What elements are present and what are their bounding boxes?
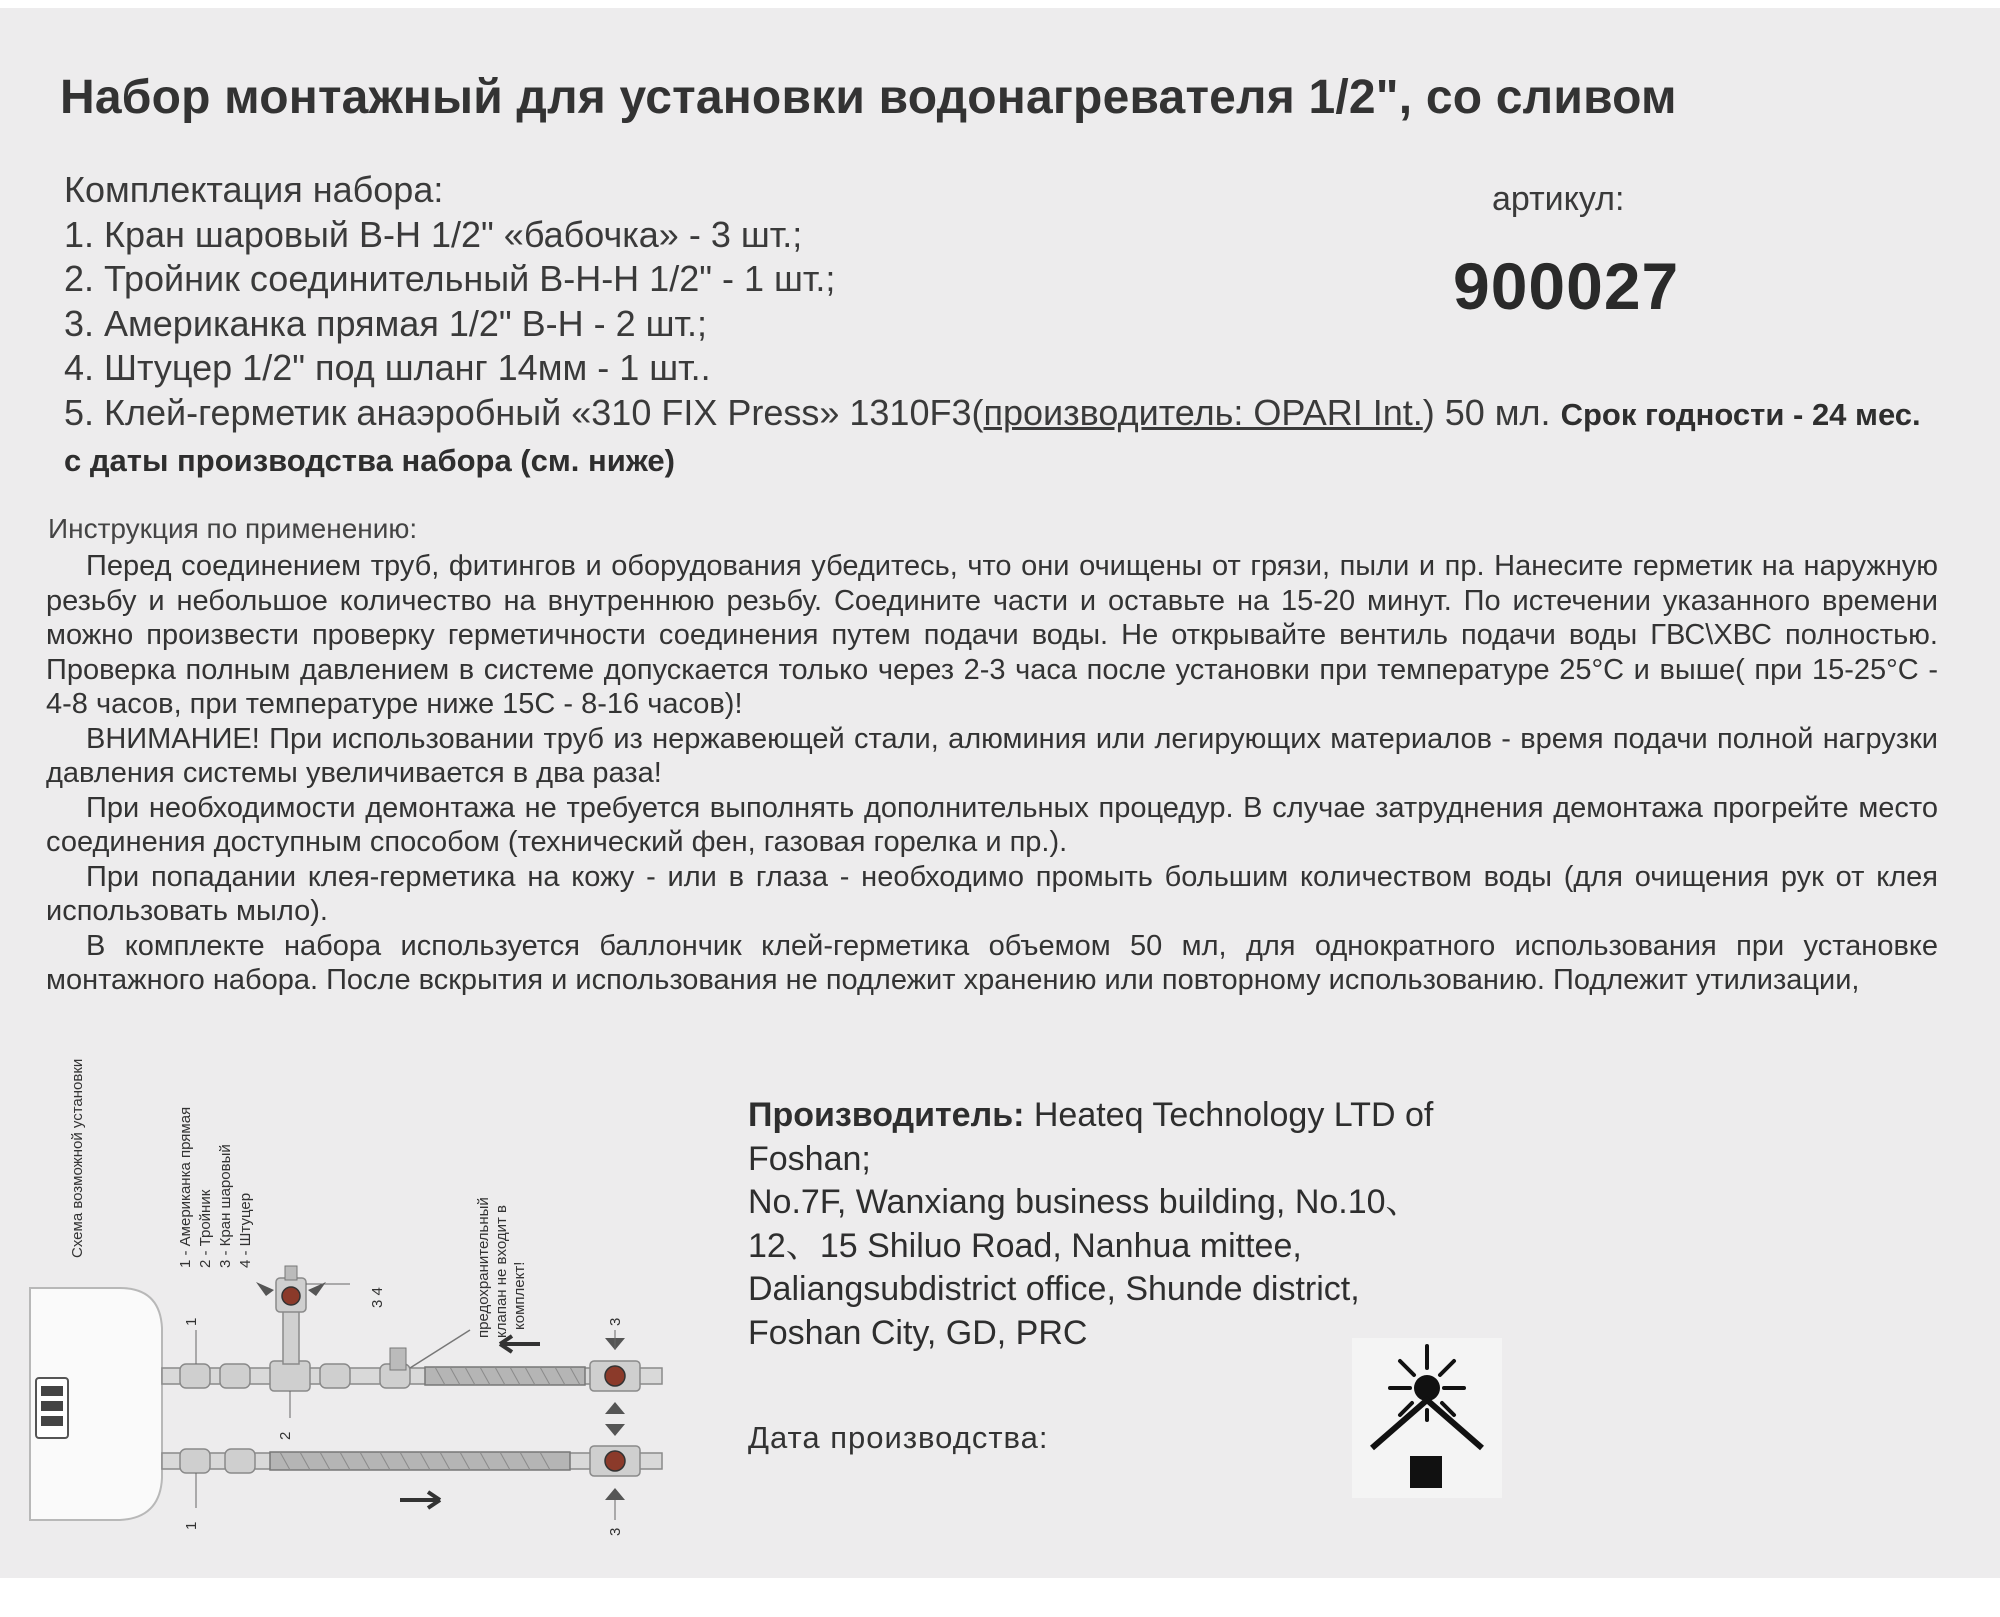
kit-item-5: [64, 391, 1944, 484]
safety-valve-note: клапан не входит в: [493, 1205, 510, 1338]
kit-item: 4. Штуцер 1/2" под шланг 14мм - 1 шт..: [64, 347, 711, 388]
kit-item-5-volume: ) 50 мл.: [1422, 391, 1561, 433]
callout-number: 3: [607, 1527, 624, 1536]
document-sheet: [0, 8, 2000, 1578]
instruction-paragraph: При попадании клея-герметика на кожу - или в глаза - необходимо промыть большим количеством воды (для очищения рук от клея использовать мыло).: [46, 860, 1938, 927]
kit-item: 2. Тройник соединительный В-Н-Н 1/2" - 1 шт.;: [64, 258, 836, 299]
kit-heading: Комплектация набора:: [64, 169, 444, 210]
shelf-life-note: Срок годности - 24 мес. с даты производства набора (см. ниже): [64, 396, 1921, 478]
callout-number: 2: [277, 1431, 294, 1440]
callout-number: 1: [183, 1521, 200, 1530]
safety-valve-note: предохранительный: [475, 1197, 492, 1338]
instruction-paragraph: При необходимости демонтажа не требуется выполнять дополнительных процедур. В случае затруднения демонтажа прогрейте место соединения доступным способом (технический фен, газовая горелка и пр.).: [46, 791, 1938, 858]
article-number: 900027: [1453, 249, 1680, 323]
instruction-paragraph: В комплекте набора используется баллончик клей-герметика объемом 50 мл, для однократного использования при установке монтажного набора. После вскрытия и использования не подлежит хранению или повторному использованию. Подлежит утилизации,: [46, 929, 1938, 996]
kit-item-5-text: 5. Клей-герметик анаэробный «310 FIX Press» 1310F3(: [64, 391, 984, 433]
manufacturer-block: [748, 1094, 1468, 1355]
instruction-paragraph: Перед соединением труб, фитингов и оборудования убедитесь, что они очищены от грязи, пыли и пр. Нанесите герметик на наружную резьбу и небольшое количество на внутреннюю резьбу. Соедините части и оставьте на 15-20 минут. По истечении указанного времени можно произвести проверку герметичности соединения путем подачи воды. Не открывайте вентиль подачи воды ГВС\ХВС полностью. Проверка полным давлением в системе допускается только через 2-3 часа после установки при температуре 25°С и выше( при 15-25°С - 4-8 часов, при температуре ниже 15С - 8-16 часов)!: [46, 550, 1938, 720]
production-date-label: Дата производства:: [748, 1420, 1049, 1455]
callout-number: 3: [607, 1317, 624, 1326]
kit-item: 1. Кран шаровый В-Н 1/2" «бабочка» - 3 шт.;: [64, 213, 803, 255]
manufacturer-label: Производитель:: [748, 1096, 1025, 1134]
keep-away-from-sunlight-icon: [1352, 1338, 1502, 1498]
manufacturer-name: Heateq Technology LTD of Foshan;: [748, 1096, 1434, 1178]
kit-item-5-manufacturer: производитель: OPARI Int.: [983, 391, 1423, 433]
document-title: Набор монтажный для установки водонагревателя 1/2", со сливом: [60, 71, 1677, 124]
installation-diagram: [30, 1058, 690, 1536]
callout-number: 3 4: [369, 1287, 386, 1308]
diagram-legend-item: 2 - Тройник: [197, 1189, 214, 1268]
kit-item: 3. Американка прямая 1/2" В-Н - 2 шт.;: [64, 302, 708, 344]
kit-contents: [64, 168, 1944, 484]
tee-fitting: [270, 1361, 310, 1391]
article-label: артикул:: [1492, 180, 1625, 218]
diagram-legend-item: 1 - Американка прямая: [177, 1106, 194, 1268]
manufacturer-address: No.7F, Wanxiang business building, No.10、12、15 Shiluo Road, Nanhua mittee, Daliangsubdistrict office, Shunde district, Foshan City, GD, PRC: [748, 1183, 1420, 1352]
flow-arrow-icon: [400, 1492, 440, 1508]
warning-paragraph: ВНИМАНИЕ! При использовании труб из нержавеющей стали, алюминия или легирующих материалов - время подачи полной нагрузки давления системы увеличивается в два раза!: [46, 722, 1938, 789]
diagram-legend-item: 3 - Кран шаровый: [217, 1144, 234, 1268]
diagram-title: Схема возможной установки: [69, 1058, 86, 1258]
diagram-legend-item: 4 - Штуцер: [237, 1192, 254, 1268]
safety-valve-note: комплект!: [511, 1261, 528, 1330]
callout-number: 1: [183, 1317, 200, 1326]
instructions-body: [46, 549, 1938, 998]
instructions-heading: Инструкция по применению:: [48, 513, 418, 544]
